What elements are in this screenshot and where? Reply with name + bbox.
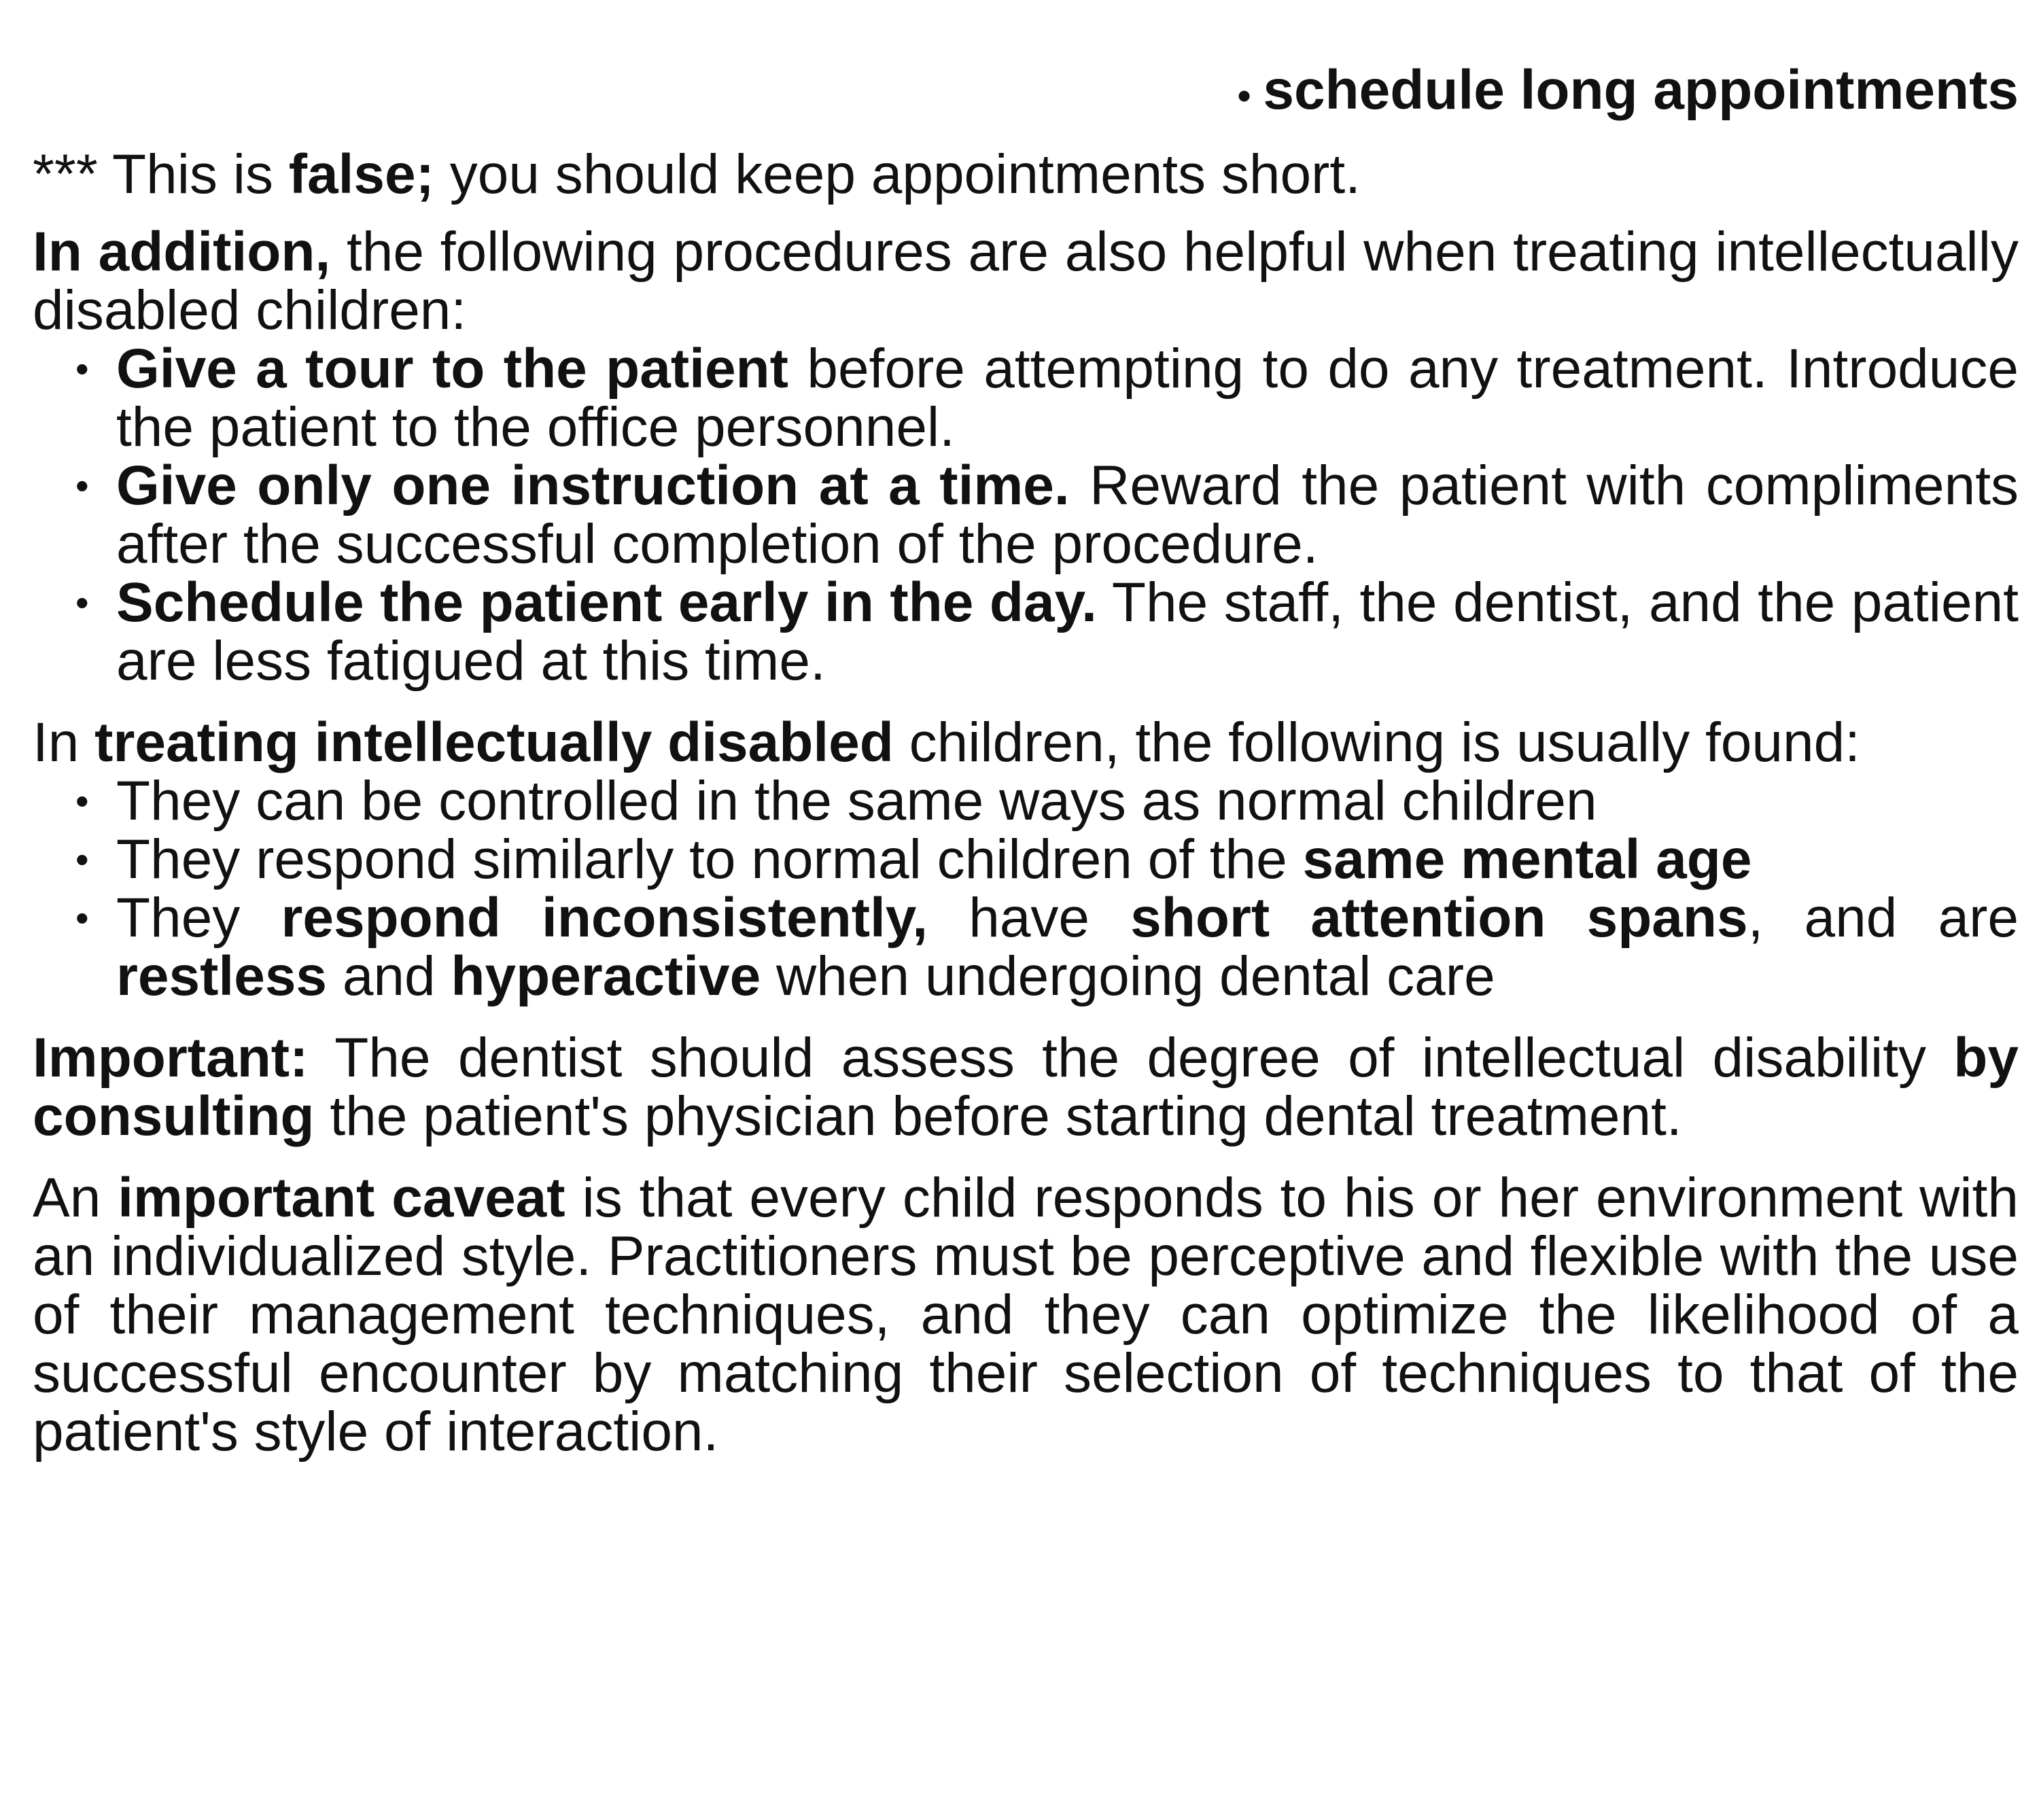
top-bullet: [33, 61, 2019, 125]
list-item-bold: same mental age: [1302, 828, 1752, 890]
false-note: [33, 145, 2019, 204]
caveat-paragraph: [33, 1169, 2019, 1461]
bullet-marker: •: [75, 581, 89, 624]
list-item-bold: respond inconsistently,: [281, 887, 928, 949]
list-item-bold: Schedule the patient early in the day.: [116, 572, 1097, 633]
top-bullet-text: schedule long appointments: [1263, 59, 2019, 121]
findings-list: [33, 772, 2019, 1006]
document-body: [33, 61, 2019, 1461]
list-item: [75, 887, 2019, 1007]
list-item-text: , and are: [1747, 887, 2019, 949]
bullet-marker: •: [75, 838, 89, 881]
list-item-text: The staff, the dentist, and the patient are less fatigued at this time.: [116, 572, 2019, 692]
list-item-bold: hyperactive: [451, 945, 761, 1007]
addition-paragraph: [33, 223, 2019, 340]
list-item-text: They: [116, 887, 281, 949]
important-text: The dentist should assess the degree of intellectual disability: [308, 1027, 1954, 1089]
list-item-text: when undergoing dental care: [761, 945, 1495, 1007]
list-item: [75, 828, 2019, 890]
caveat-prefix: An: [33, 1167, 118, 1229]
list-item-text: Reward the patient with compliments after the successful completion of the procedure.: [116, 455, 2019, 575]
addition-bold: In addition,: [33, 221, 331, 283]
list-item: [75, 338, 2019, 458]
caveat-bold: important caveat: [118, 1167, 565, 1229]
bullet-marker: •: [75, 780, 89, 822]
list-item-text: They can be controlled in the same ways as normal children: [116, 770, 1597, 832]
list-item-bold: short attention spans: [1130, 887, 1748, 949]
treating-bold: treating intellectually disabled: [94, 712, 894, 773]
list-item-bold: restless: [116, 945, 328, 1007]
list-item-text: have: [928, 887, 1131, 949]
list-item-text: They respond similarly to normal children of the: [116, 828, 1303, 890]
list-item-text: and: [327, 945, 451, 1007]
bullet-marker: •: [75, 347, 89, 390]
list-item: [75, 455, 2019, 575]
list-item-text: before attempting to do any treatment. Introduce the patient to the office personnel.: [116, 338, 2019, 458]
list-item-bold: Give a tour to the patient: [116, 338, 788, 400]
caveat-rest: is that every child responds to his or her environment with an individualized style. Practitioners must be perceptive and flexible with the use of their management techniques, and they can optimize the likelihood of a successful encounter by matching their selection of techniques to that of the patient's style of interaction.: [33, 1167, 2019, 1463]
list-item: [75, 572, 2019, 692]
important-paragraph: [33, 1029, 2019, 1146]
bullet-marker: •: [75, 464, 89, 507]
procedures-list: [33, 340, 2019, 690]
treating-prefix: In: [33, 712, 95, 773]
treating-rest: children, the following is usually found:: [893, 712, 1860, 773]
false-note-rest: you should keep appointments short.: [434, 143, 1361, 205]
false-note-bold: false;: [288, 143, 434, 205]
list-item: [75, 770, 2019, 832]
addition-rest: the following procedures are also helpful when treating intellectually disabled children:: [33, 221, 2019, 341]
important-bold: by consulting: [33, 1027, 2019, 1147]
bullet-marker: •: [1237, 74, 1251, 117]
important-label: Important:: [33, 1027, 309, 1089]
false-note-prefix: *** This is: [33, 143, 289, 205]
treating-paragraph: [33, 714, 2019, 772]
list-item-bold: Give only one instruction at a time.: [116, 455, 1070, 517]
bullet-marker: •: [75, 896, 89, 939]
important-rest: the patient's physician before starting dental treatment.: [314, 1085, 1682, 1147]
